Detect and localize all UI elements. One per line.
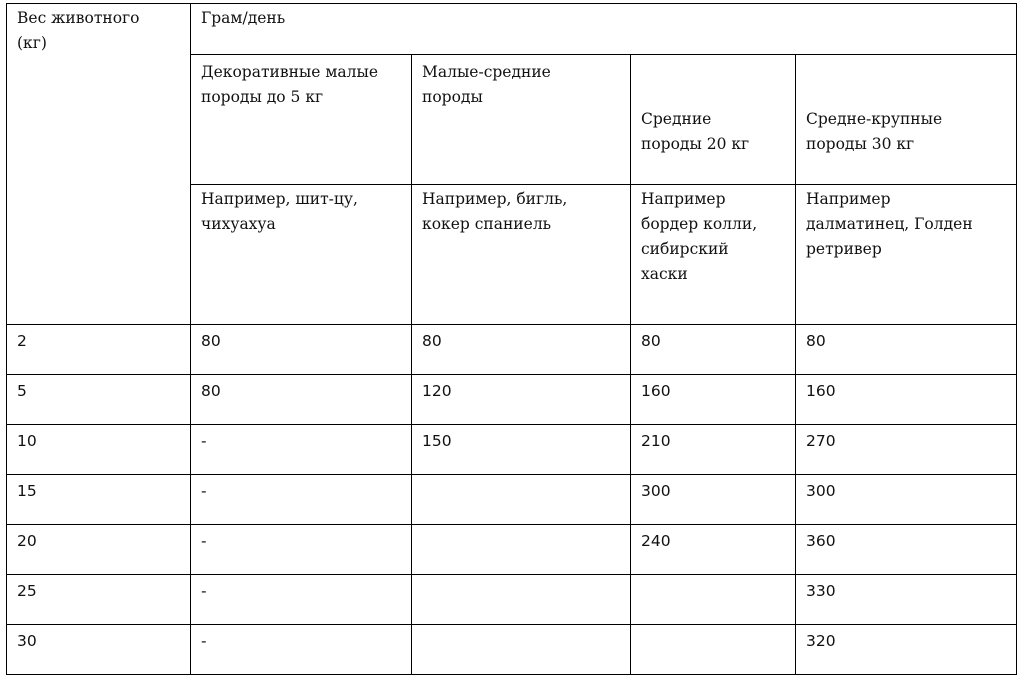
- value-cell: -: [191, 475, 412, 525]
- value-cell: 210: [631, 425, 796, 475]
- weight-header: Вес животного (кг): [17, 9, 140, 52]
- table-row: [7, 475, 1017, 525]
- value-cell: 360: [796, 525, 1017, 575]
- breed-example-cell: [631, 185, 796, 325]
- breed-label: Средне-крупные породы 30 кг: [806, 110, 943, 153]
- feeding-table: [6, 3, 1017, 675]
- value-cell: 160: [631, 375, 796, 425]
- table-row: [7, 375, 1017, 425]
- value-cell: 150: [412, 425, 631, 475]
- breed-label-cell: [412, 55, 631, 185]
- breed-example-cell: [191, 185, 412, 325]
- table-row: [7, 425, 1017, 475]
- weight-cell: 2: [7, 325, 191, 375]
- breed-example-cell: [796, 185, 1017, 325]
- value-cell: [412, 625, 631, 675]
- table-row: [7, 625, 1017, 675]
- value-cell: 330: [796, 575, 1017, 625]
- value-cell: [412, 575, 631, 625]
- group-header: Грам/день: [201, 9, 286, 27]
- value-cell: -: [191, 625, 412, 675]
- value-cell: 240: [631, 525, 796, 575]
- breed-label-cell: [796, 55, 1017, 185]
- value-cell: 160: [796, 375, 1017, 425]
- weight-cell: 20: [7, 525, 191, 575]
- value-cell: [631, 625, 796, 675]
- weight-cell: 15: [7, 475, 191, 525]
- value-cell: 320: [796, 625, 1017, 675]
- weight-header-cell: [7, 4, 191, 325]
- weight-cell: 10: [7, 425, 191, 475]
- value-cell: 270: [796, 425, 1017, 475]
- table-row: [7, 575, 1017, 625]
- weight-cell: 25: [7, 575, 191, 625]
- header-row-top: [7, 4, 1017, 55]
- value-cell: [631, 575, 796, 625]
- value-cell: [412, 525, 631, 575]
- value-cell: 300: [796, 475, 1017, 525]
- value-cell: -: [191, 525, 412, 575]
- value-cell: 80: [191, 325, 412, 375]
- breed-example-cell: [412, 185, 631, 325]
- weight-cell: 5: [7, 375, 191, 425]
- breed-label: Малые-средние породы: [422, 63, 551, 106]
- value-cell: 80: [412, 325, 631, 375]
- value-cell: 300: [631, 475, 796, 525]
- table-row: [7, 525, 1017, 575]
- value-cell: 80: [631, 325, 796, 375]
- value-cell: -: [191, 575, 412, 625]
- breed-label: Средние породы 20 кг: [641, 110, 750, 153]
- breed-example: Например далматинец, Голден ретривер: [806, 190, 973, 258]
- breed-label-cell: [631, 55, 796, 185]
- breed-example: Например, бигль, кокер спаниель: [422, 190, 568, 233]
- weight-cell: 30: [7, 625, 191, 675]
- table-row: [7, 325, 1017, 375]
- value-cell: [412, 475, 631, 525]
- group-header-cell: [191, 4, 1017, 55]
- value-cell: 80: [191, 375, 412, 425]
- value-cell: -: [191, 425, 412, 475]
- value-cell: 120: [412, 375, 631, 425]
- breed-label-cell: [191, 55, 412, 185]
- breed-example: Например бордер колли, сибирский хаски: [641, 190, 758, 283]
- value-cell: 80: [796, 325, 1017, 375]
- breed-example: Например, шит-цу, чихуахуа: [201, 190, 358, 233]
- breed-label: Декоративные малые породы до 5 кг: [201, 63, 379, 106]
